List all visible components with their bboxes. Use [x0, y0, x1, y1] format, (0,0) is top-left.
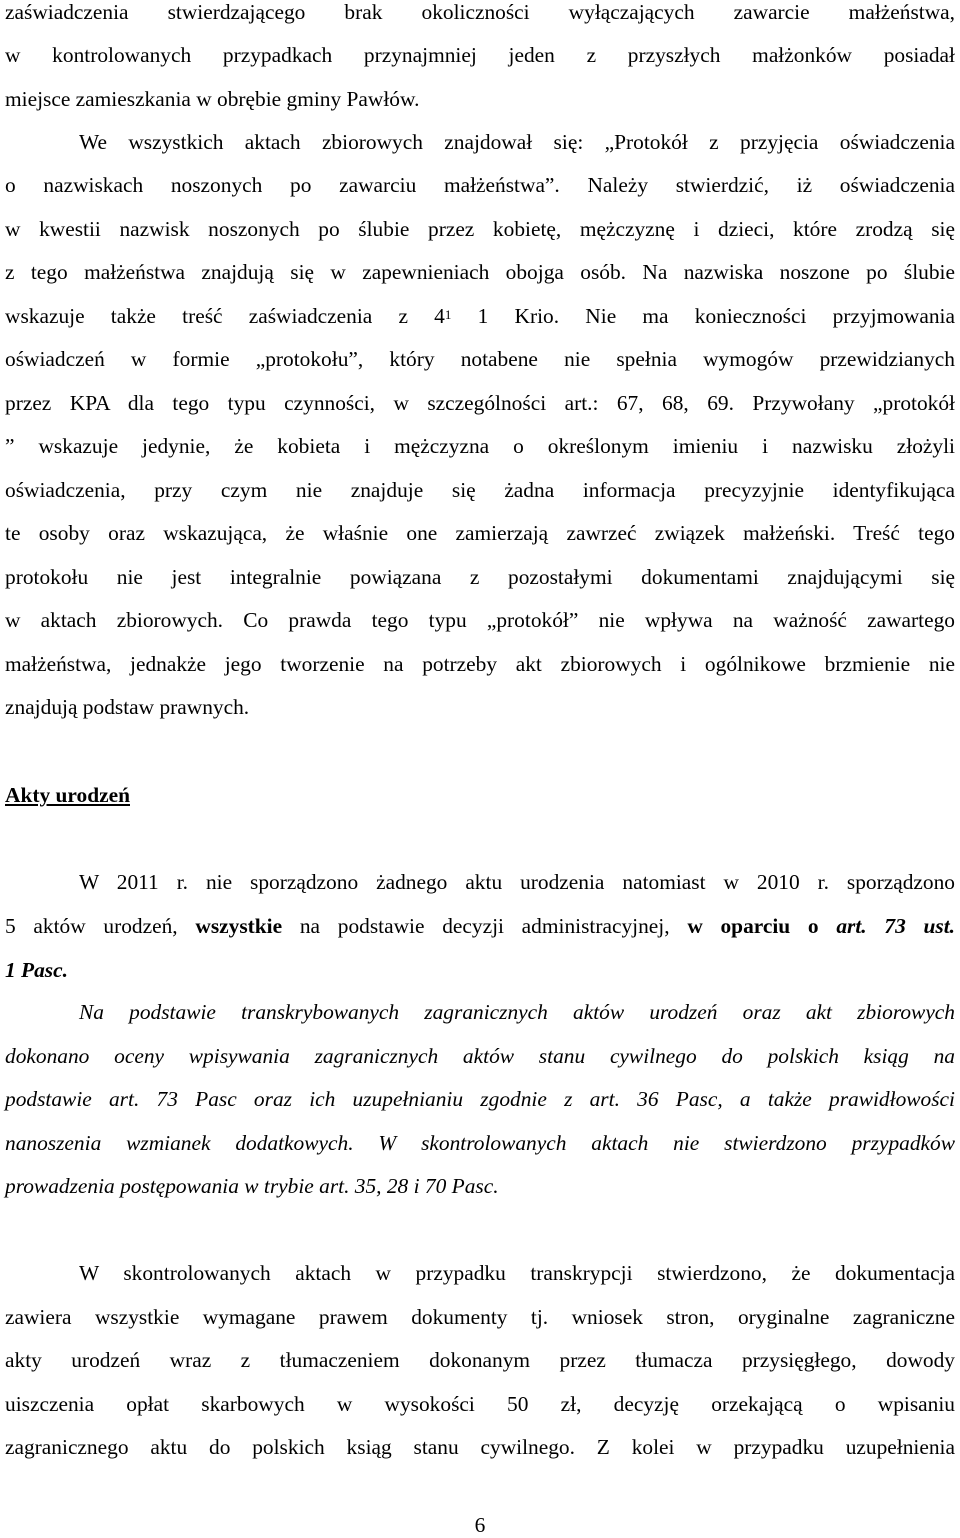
- text-line: 1 Pasc.: [5, 958, 68, 982]
- text-line: ” wskazuje jedynie, że kobieta i mężczyzna o określonym imieniu i nazwisku złożyli: [5, 434, 955, 458]
- text-line: akty urodzeń wraz z tłumaczeniem dokonanym przez tłumacza przysięgłego, dowody: [5, 1348, 955, 1372]
- text-line: uiszczenia opłat skarbowych w wysokości 50 zł, decyzję orzekającą o wpisaniu: [5, 1392, 955, 1416]
- text-line: zagranicznego aktu do polskich ksiąg stanu cywilnego. Z kolei w przypadku uzupełnienia: [5, 1435, 955, 1459]
- text-line: protokołu nie jest integralnie powiązana z pozostałymi dokumentami znajdującymi się: [5, 565, 955, 589]
- text-line: te osoby oraz wskazująca, że właśnie one zamierzają zawrzeć związek małżeński. Treść tego: [5, 521, 955, 545]
- text-line: małżeństwa, jednakże jego tworzenie na potrzeby akt zbiorowych i ogólnikowe brzmienie nie: [5, 652, 955, 676]
- text-line: z tego małżeństwa znajdują się w zapewnieniach obojga osób. Na nazwiska noszone po ślubie: [5, 260, 955, 284]
- text-line: [5, 911, 955, 941]
- section-heading: Akty urodzeń: [5, 783, 130, 807]
- text-line: oświadczeń w formie „protokołu”, który notabene nie spełnia wymogów przewidzianych: [5, 347, 955, 371]
- text-line: znajdują podstaw prawnych.: [5, 695, 250, 719]
- text-line: dokonano oceny wpisywania zagranicznych aktów stanu cywilnego do polskich ksiąg na: [5, 1044, 955, 1068]
- text-line: o nazwiskach noszonych po zawarciu małżeństwa”. Należy stwierdzić, iż oświadczenia: [5, 173, 955, 197]
- text-line: nanoszenia wzmianek dodatkowych. W skontrolowanych aktach nie stwierdzono przypadków: [5, 1131, 955, 1155]
- text-line: We wszystkich aktach zbiorowych znajdował się: „Protokół z przyjęcia oświadczenia: [79, 130, 955, 154]
- text-line: w kontrolowanych przypadkach przynajmniej jeden z przyszłych małżonków posiadał: [5, 43, 955, 67]
- bold-italic-text: art. 73 ust.: [836, 914, 955, 938]
- bold-text: wszystkie: [195, 914, 283, 938]
- text-line: zawiera wszystkie wymagane prawem dokumenty tj. wniosek stron, oryginalne zagraniczne: [5, 1305, 955, 1329]
- text-line: W skontrolowanych aktach w przypadku transkrypcji stwierdzono, że dokumentacja: [79, 1261, 955, 1285]
- text-segment: 1 Krio. Nie ma konieczności przyjmowania: [477, 304, 955, 328]
- text-line: w kwestii nazwisk noszonych po ślubie przez kobietę, mężczyznę i dzieci, które zrodzą się: [5, 217, 955, 241]
- text-line: oświadczenia, przy czym nie znajduje się żadna informacja precyzyjnie identyfikująca: [5, 478, 955, 502]
- text-line: [5, 301, 955, 331]
- text-line: podstawie art. 73 Pasc oraz ich uzupełnianiu zgodnie z art. 36 Pasc, a także prawidłowości: [5, 1087, 955, 1111]
- text-line: W 2011 r. nie sporządzono żadnego aktu urodzenia natomiast w 2010 r. sporządzono: [79, 870, 955, 894]
- text-segment: 5 aktów urodzeń,: [5, 914, 196, 938]
- bold-text: w oparciu o: [687, 914, 837, 938]
- text-line: Na podstawie transkrybowanych zagranicznych aktów urodzeń oraz akt zbiorowych: [79, 1000, 955, 1024]
- text-line: miejsce zamieszkania w obrębie gminy Pawłów.: [5, 87, 420, 111]
- page-number: 6: [474, 1513, 486, 1537]
- superscript: 1: [444, 307, 452, 322]
- text-line: w aktach zbiorowych. Co prawda tego typu „protokół” nie wpływa na ważność zawartego: [5, 608, 955, 632]
- text-line: zaświadczenia stwierdzającego brak okoliczności wyłączających zawarcie małżeństwa,: [5, 0, 955, 24]
- text-line: prowadzenia postępowania w trybie art. 35, 28 i 70 Pasc.: [5, 1174, 499, 1198]
- text-line: przez KPA dla tego typu czynności, w szczególności art.: 67, 68, 69. Przywołany „protokół: [5, 391, 955, 415]
- text-segment: na podstawie decyzji administracyjnej,: [282, 914, 688, 938]
- text-segment: wskazuje także treść zaświadczenia z 4: [5, 304, 445, 328]
